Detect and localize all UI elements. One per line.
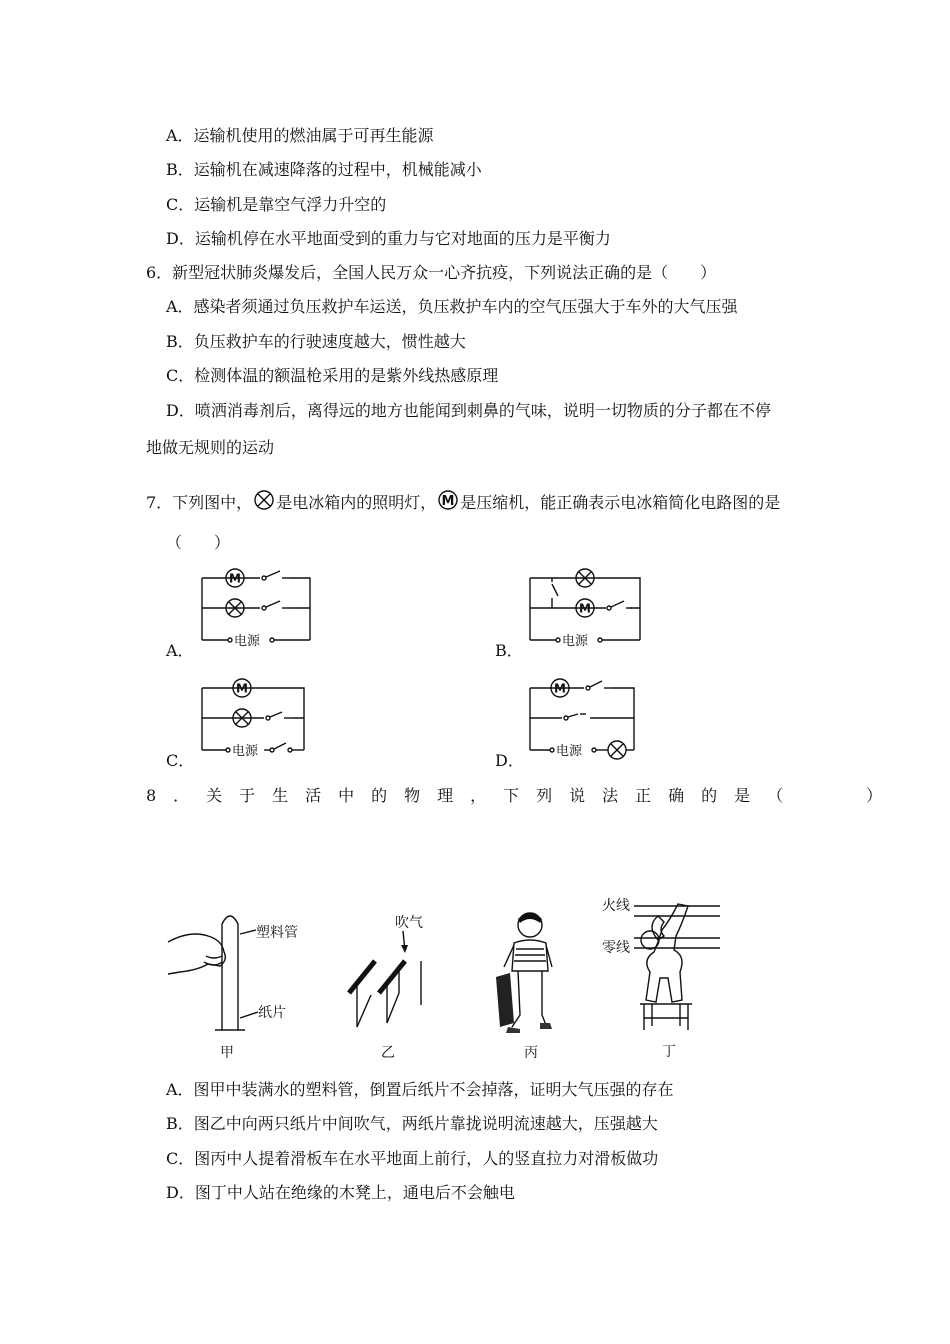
q6-option-d: D．喷洒消毒剂后，离得远的地方也能闻到刺鼻的气味，说明一切物质的分子都在不停 xyxy=(166,401,771,420)
svg-text:吹气: 吹气 xyxy=(395,915,423,931)
svg-text:M: M xyxy=(441,494,455,509)
q5-option-a: A．运输机使用的燃油属于可再生能源 xyxy=(166,126,434,145)
figure-bing-label: 丙 xyxy=(524,1045,538,1061)
q6-option-a: A．感染者须通过负压救护车运送，负压救护车内的空气压强大于车外的大气压强 xyxy=(166,297,738,316)
svg-text:塑料管: 塑料管 xyxy=(256,925,298,941)
q8-option-b: B．图乙中向两只纸片中间吹气，两纸片靠拢说明流速越大，压强越大 xyxy=(166,1114,658,1133)
figure-yi xyxy=(335,905,455,1060)
q6-option-c: C．检测体温的额温枪采用的是紫外线热感原理 xyxy=(166,366,499,385)
q5-option-c: C．运输机是靠空气浮力升空的 xyxy=(166,195,387,214)
svg-text:电源: 电源 xyxy=(232,744,259,759)
circuit-d xyxy=(520,670,690,770)
q5-option-d: D．运输机停在水平地面受到的重力与它对地面的压力是平衡力 xyxy=(166,229,611,248)
svg-text:M: M xyxy=(229,571,241,586)
q8-stem: 8．关于生活中的物理，下列说法正确的是（ ） xyxy=(146,786,900,805)
lamp-symbol-icon xyxy=(252,492,276,512)
figure-ding-label: 丁 xyxy=(662,1044,676,1060)
q7-stem-part3: 是压缩机，能正确表示电冰箱简化电路图的是 xyxy=(460,493,781,512)
figure-jia-label: 甲 xyxy=(220,1045,234,1061)
svg-text:M: M xyxy=(579,601,591,616)
figure-jia xyxy=(160,900,310,1060)
q7-stem xyxy=(146,492,780,513)
figure-ding xyxy=(600,890,730,1060)
svg-text:M: M xyxy=(554,681,566,696)
figure-bing xyxy=(490,905,580,1060)
figure-yi-label: 乙 xyxy=(381,1045,395,1061)
svg-text:零线: 零线 xyxy=(602,940,630,956)
q8-option-a: A．图甲中装满水的塑料管，倒置后纸片不会掉落，证明大气压强的存在 xyxy=(166,1080,674,1099)
q6-option-d-continued: 地做无规则的运动 xyxy=(146,438,275,457)
q7-stem-part2: 是电冰箱内的照明灯， xyxy=(276,493,437,512)
q8-option-c: C．图丙中人提着滑板车在水平地面上前行，人的竖直拉力对滑板做功 xyxy=(166,1149,659,1168)
circuit-a-label: A． xyxy=(166,641,194,660)
circuit-b xyxy=(520,560,690,660)
q7-answer-paren: （ ） xyxy=(166,533,231,552)
q8-option-d: D．图丁中人站在绝缘的木凳上，通电后不会触电 xyxy=(166,1183,515,1202)
svg-text:火线: 火线 xyxy=(602,898,630,914)
q6-stem: 6．新型冠状肺炎爆发后，全国人民万众一心齐抗疫，下列说法正确的是（ ） xyxy=(146,263,717,282)
svg-text:电源: 电源 xyxy=(562,634,589,649)
svg-text:M: M xyxy=(236,681,248,696)
q5-option-b: B．运输机在减速降落的过程中，机械能减小 xyxy=(166,160,482,179)
motor-symbol-icon xyxy=(436,492,460,512)
circuit-d-label: D． xyxy=(495,751,524,770)
svg-text:电源: 电源 xyxy=(234,634,261,649)
svg-text:纸片: 纸片 xyxy=(258,1005,286,1021)
svg-text:电源: 电源 xyxy=(556,744,583,759)
q7-stem-part1: 7．下列图中， xyxy=(146,493,253,512)
circuit-c-label: C． xyxy=(166,751,195,770)
q6-option-b: B．负压救护车的行驶速度越大，惯性越大 xyxy=(166,332,466,351)
circuit-b-label: B． xyxy=(495,641,523,660)
